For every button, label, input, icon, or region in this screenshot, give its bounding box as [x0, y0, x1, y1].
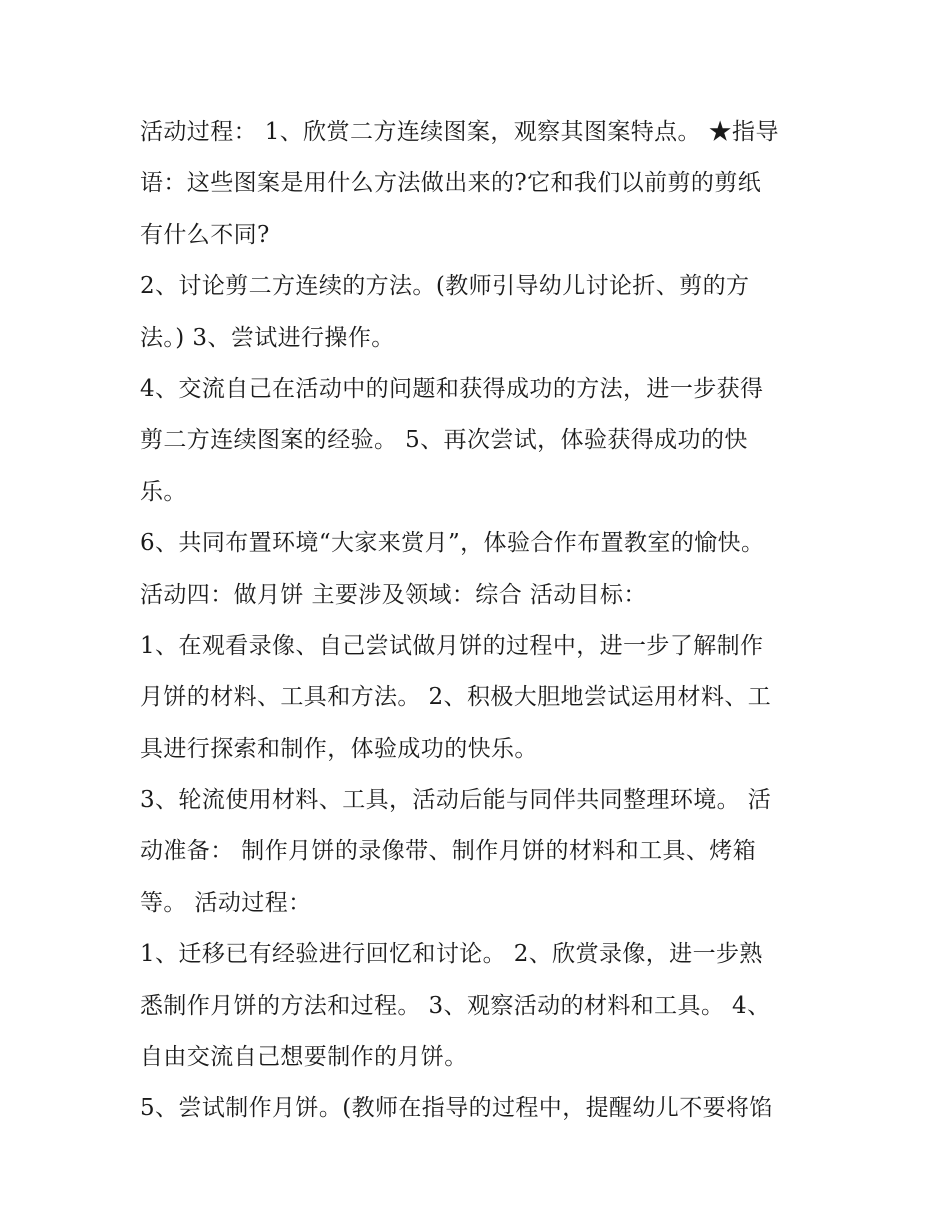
text-line: 剪二方连续图案的经验。 5、再次尝试，体验获得成功的快: [140, 427, 748, 454]
text-line: 1、在观看录像、自己尝试做月饼的过程中，进一步了解制作: [140, 632, 764, 659]
text-line: 活动四：做月饼 主要涉及领域：综合 活动目标：: [140, 581, 647, 608]
text-line: 6、共同布置环境“大家来赏月”，体验合作布置教室的愉快。: [140, 530, 765, 557]
text-line: 4、交流自己在活动中的问题和获得成功的方法，进一步获得: [140, 375, 764, 402]
text-line: 动准备： 制作月饼的录像带、制作月饼的材料和工具、烤箱: [140, 838, 757, 865]
text-line: 5、尝试制作月饼。(教师在指导的过程中，提醒幼儿不要将馅: [140, 1095, 773, 1122]
text-line: 具进行探索和制作，体验成功的快乐。: [140, 735, 538, 762]
text-line: 语：这些图案是用什么方法做出来的?它和我们以前剪的剪纸: [140, 170, 762, 197]
text-line: 活动过程： 1、欣赏二方连续图案，观察其图案特点。 ★指导: [140, 119, 779, 145]
text-line: 悉制作月饼的方法和过程。 3、观察活动的材料和工具。 4、: [140, 992, 771, 1019]
text-line: 2、讨论剪二方连续的方法。(教师引导幼儿讨论折、剪的方: [140, 273, 750, 300]
text-line: 有什么不同?: [140, 221, 270, 248]
document-body: [140, 107, 820, 1135]
text-line: 1、迁移已有经验进行回忆和讨论。 2、欣赏录像，进一步熟: [140, 941, 763, 968]
text-line: 等。 活动过程：: [140, 889, 312, 916]
text-line: 法。) 3、尝试进行操作。: [140, 324, 395, 351]
text-line: 月饼的材料、工具和方法。 2、积极大胆地尝试运用材料、工: [140, 684, 772, 711]
text-line: 乐。: [140, 478, 187, 505]
text-line: 3、轮流使用材料、工具，活动后能与同伴共同整理环境。 活: [140, 787, 772, 814]
text-line: 自由交流自己想要制作的月饼。: [140, 1044, 468, 1071]
